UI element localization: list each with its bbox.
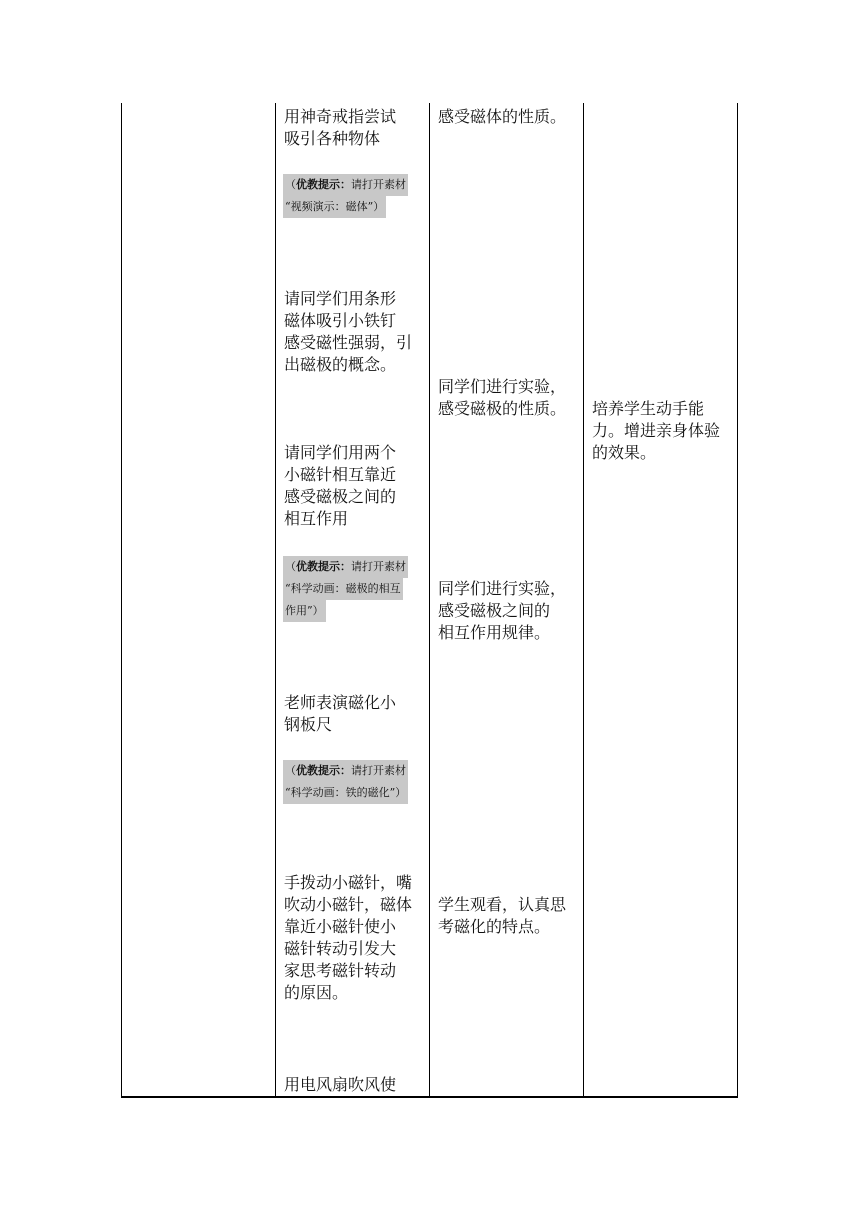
teacher-activity-ring: 用神奇戒指尝试 吸引各种物体: [284, 107, 397, 148]
table-column-divider: [429, 103, 430, 1097]
table-border-right: [737, 103, 738, 1097]
teacher-activity-rotate-needle: 手拨动小磁针，嘴 吹动小磁针，磁体 靠近小磁针使小 磁针转动引发大 家思考磁针转动 的原因。: [284, 873, 413, 1002]
teacher-activity-compass-needles: 请同学们用两个 小磁针相互靠近 感受磁极之间的 相互作用: [284, 443, 397, 528]
teaching-tip-video: （优教提示：请打开素材 “视频演示：磁体”）: [283, 174, 408, 218]
student-activity-pole-properties: 同学们进行实验， 感受磁极的性质。: [438, 377, 567, 418]
teacher-activity-bar-magnet: 请同学们用条形 磁体吸引小铁钉 感受磁性强弱，引 出磁极的概念。: [284, 289, 413, 374]
teacher-activity-magnetize-ruler: 老师表演磁化小 钢板尺: [284, 693, 397, 734]
table-border-bottom: [121, 1096, 738, 1098]
table-border-left: [121, 103, 122, 1097]
table-column-divider: [275, 103, 276, 1097]
table-column-divider: [583, 103, 584, 1097]
student-activity-magnetization: 学生观看，认真思 考磁化的特点。: [438, 895, 567, 936]
design-intent: 培养学生动手能 力。增进亲身体验 的效果。: [592, 399, 721, 462]
student-activity-pole-interaction: 同学们进行实验， 感受磁极之间的 相互作用规律。: [438, 579, 567, 642]
teaching-tip-pole-interaction: （优教提示：请打开素材 “科学动画：磁极的相互 作用”）: [283, 556, 408, 622]
teaching-tip-magnetization: （优教提示：请打开素材 “科学动画：铁的磁化”）: [283, 760, 408, 804]
student-activity-magnet-properties: 感受磁体的性质。: [438, 107, 567, 126]
teacher-activity-fan: 用电风扇吹风使: [284, 1075, 397, 1094]
